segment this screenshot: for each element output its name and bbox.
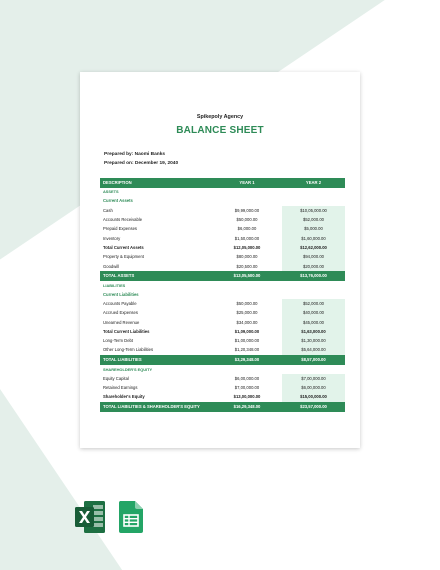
section-row-equity	[100, 365, 345, 374]
year-2-value: $5,000.00	[282, 225, 345, 234]
row-label: Cash	[103, 207, 113, 213]
column-header-year-2: YEAR 2	[282, 178, 345, 188]
row-label: Retained Earnings	[103, 384, 138, 390]
table-row	[100, 206, 345, 215]
row-label: Accrued Expenses	[103, 310, 138, 316]
prepared-by: Prepared by: Naomi Banks	[104, 152, 166, 157]
year-2-value: $13,76,000.00	[282, 271, 345, 281]
row-label: Equity Capital	[103, 375, 129, 381]
year-1-value: $50,000.00	[236, 217, 258, 223]
row-label: Accounts Payable	[103, 301, 137, 306]
prepared-on: Prepared on: December 19, 2040	[104, 161, 179, 166]
year-1-value: $25,000.00	[236, 310, 258, 316]
subsection-label: Current Liabilities	[103, 291, 139, 297]
year-2-value: $1,30,000.00	[282, 337, 345, 346]
subsection-row-current-liabilities	[100, 290, 345, 299]
document-title: BALANCE SHEET	[176, 125, 264, 136]
year-1-value: $1,20,348.00	[234, 347, 260, 353]
total-row-assets	[100, 271, 345, 281]
year-1-value: $6,000.00	[237, 226, 257, 232]
year-2-value: $8,57,000.00	[282, 355, 345, 365]
row-label: Shareholder's Equity	[103, 394, 145, 400]
year-1-value: $9,99,000.00	[234, 207, 260, 213]
year-2-value: $15,00,000.00	[282, 393, 345, 402]
table-row	[100, 253, 345, 262]
subsection-row-current-assets	[100, 197, 345, 206]
year-1-value: $80,000.00	[236, 254, 258, 260]
section-label: SHAREHOLDER'S EQUITY	[103, 366, 153, 372]
row-label: Accounts Receivable	[103, 217, 143, 223]
year-2-value: $20,000.00	[282, 262, 345, 271]
year-2-value: $52,000.00	[282, 299, 345, 308]
row-label: Total Current Liabilities	[103, 328, 150, 334]
row-label: TOTAL LIABILITIES	[100, 355, 212, 365]
row-label: Other Long-Term Liabilities	[103, 347, 154, 353]
section-label: ASSETS	[103, 189, 119, 195]
year-2-value: $52,000.00	[282, 215, 345, 224]
row-label: Goodwill	[103, 263, 120, 269]
table-header-row	[100, 178, 345, 188]
year-2-value: $5,64,000.00	[282, 346, 345, 355]
company-name: Spikepoly Agency	[196, 114, 244, 120]
table-row	[100, 309, 345, 318]
table-row	[100, 234, 345, 243]
section-row-liabilities	[100, 281, 345, 290]
year-1-value: $50,000.00	[236, 301, 258, 306]
column-header-year-1: YEAR 1	[212, 178, 282, 188]
year-2-value: $1,63,000.00	[282, 327, 345, 336]
section-row-assets	[100, 188, 345, 197]
row-label: TOTAL ASSETS	[100, 271, 212, 281]
subsection-label: Current Assets	[103, 198, 133, 204]
row-label: Inventory	[103, 235, 121, 241]
year-2-value: $6,00,000.00	[282, 383, 345, 392]
table-row	[100, 383, 345, 392]
table-row	[100, 225, 345, 234]
year-2-value: $12,62,000.00	[282, 243, 345, 252]
table-row	[100, 299, 345, 308]
total-row-liabilities	[100, 355, 345, 365]
year-1-value: $7,00,000.00	[234, 384, 260, 390]
year-2-value: $94,000.00	[282, 253, 345, 262]
year-2-value: $23,57,000.00	[282, 402, 345, 412]
subtotal-row	[100, 393, 345, 402]
section-label: LIABILITIES	[103, 282, 126, 288]
row-label: Property & Equipment	[103, 254, 144, 260]
table-row	[100, 374, 345, 383]
table-row	[100, 318, 345, 327]
table-row	[100, 262, 345, 271]
year-1-value: $12,05,000.00	[233, 244, 261, 250]
year-1-value: $34,000.00	[236, 319, 258, 325]
year-1-value: $20,500.00	[236, 263, 258, 269]
year-1-value: $13,05,500.00	[212, 271, 282, 281]
year-1-value: $13,00,000.00	[233, 394, 261, 400]
year-1-value: $1,09,000.00	[234, 328, 260, 334]
subtotal-row	[100, 243, 345, 252]
table-row	[100, 337, 345, 346]
year-2-value: $45,000.00	[282, 318, 345, 327]
subtotal-row	[100, 327, 345, 336]
table-row	[100, 346, 345, 355]
year-1-value: $1,00,000.00	[234, 338, 260, 344]
balance-sheet-table	[100, 178, 345, 412]
excel-icon[interactable]	[74, 500, 106, 534]
year-1-value: $16,29,348.00	[212, 402, 282, 412]
row-label: Long-Term Debt	[103, 338, 134, 344]
year-2-value: $40,000.00	[282, 309, 345, 318]
document-page	[80, 72, 360, 448]
total-row-liabilities-equity	[100, 402, 345, 412]
year-1-value: $6,00,000.00	[234, 375, 260, 381]
table-row	[100, 215, 345, 224]
row-label: Prepaid Expenses	[103, 226, 137, 232]
year-1-value: $3,29,348.00	[212, 355, 282, 365]
row-label: TOTAL LIABILITIES & SHAREHOLDER'S EQUITY	[100, 402, 212, 412]
column-header-description: DESCRIPTION	[100, 178, 212, 188]
year-2-value: $10,05,000.00	[282, 206, 345, 215]
row-label: Unearned Revenue	[103, 319, 140, 325]
year-2-value: $1,60,000.00	[282, 234, 345, 243]
year-2-value: $7,00,000.00	[282, 374, 345, 383]
google-sheets-icon[interactable]	[118, 500, 144, 534]
row-label: Total Current Assets	[103, 244, 144, 250]
year-1-value: $1,50,000.00	[234, 235, 260, 241]
